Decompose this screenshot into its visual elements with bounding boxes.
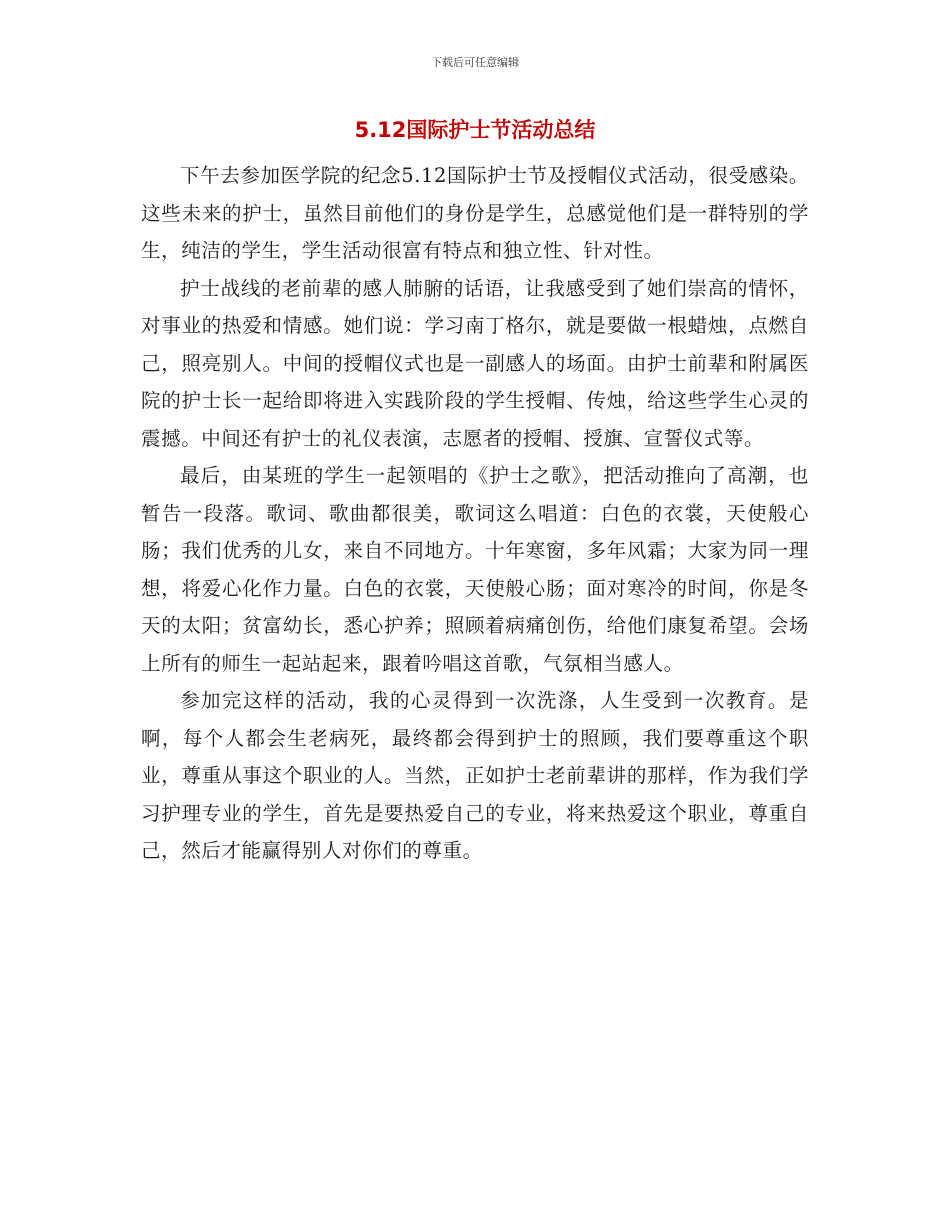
header-note: 下载后可任意编辑 <box>431 56 519 69</box>
document-body <box>141 157 809 870</box>
paragraph-2: 护士战线的老前辈的感人肺腑的话语，让我感受到了她们崇高的情怀，对事业的热爱和情感。她们说：学习南丁格尔，就是要做一根蜡烛，点燃自己，照亮别人。中间的授帽仪式也是一副感人的场面。由护士前辈和附属医院的护士长一起给即将进入实践阶段的学生授帽、传烛，给这些学生心灵的震撼。中间还有护士的礼仪表演，志愿者的授帽、授旗、宣誓仪式等。 <box>141 276 809 450</box>
paragraph-3: 最后，由某班的学生一起领唱的《护士之歌》，把活动推向了高潮，也暂告一段落。歌词、歌曲都很美，歌词这么唱道：白色的衣裳，天使般心肠；我们优秀的儿女，来自不同地方。十年寒窗，多年风霜；大家为同一理想，将爱心化作力量。白色的衣裳，天使般心肠；面对寒冷的时间，你是冬天的太阳；贫富幼长，悉心护养；照顾着病痛创伤，给他们康复希望。会场上所有的师生一起站起来，跟着吟唱这首歌，气氛相当感人。 <box>141 464 809 675</box>
document-title: 5.12国际护士节活动总结 <box>354 118 596 142</box>
paragraph-1: 下午去参加医学院的纪念5.12国际护士节及授帽仪式活动，很受感染。这些未来的护士，虽然目前他们的身份是学生，总感觉他们是一群特别的学生，纯洁的学生，学生活动很富有特点和独立性、针对性。 <box>141 164 809 262</box>
paragraph-4: 参加完这样的活动，我的心灵得到一次洗涤，人生受到一次教育。是啊，每个人都会生老病死，最终都会得到护士的照顾，我们要尊重这个职业，尊重从事这个职业的人。当然，正如护士老前辈讲的那样，作为我们学习护理专业的学生，首先是要热爱自己的专业，将来热爱这个职业，尊重自己，然后才能赢得别人对你们的尊重。 <box>141 689 809 862</box>
